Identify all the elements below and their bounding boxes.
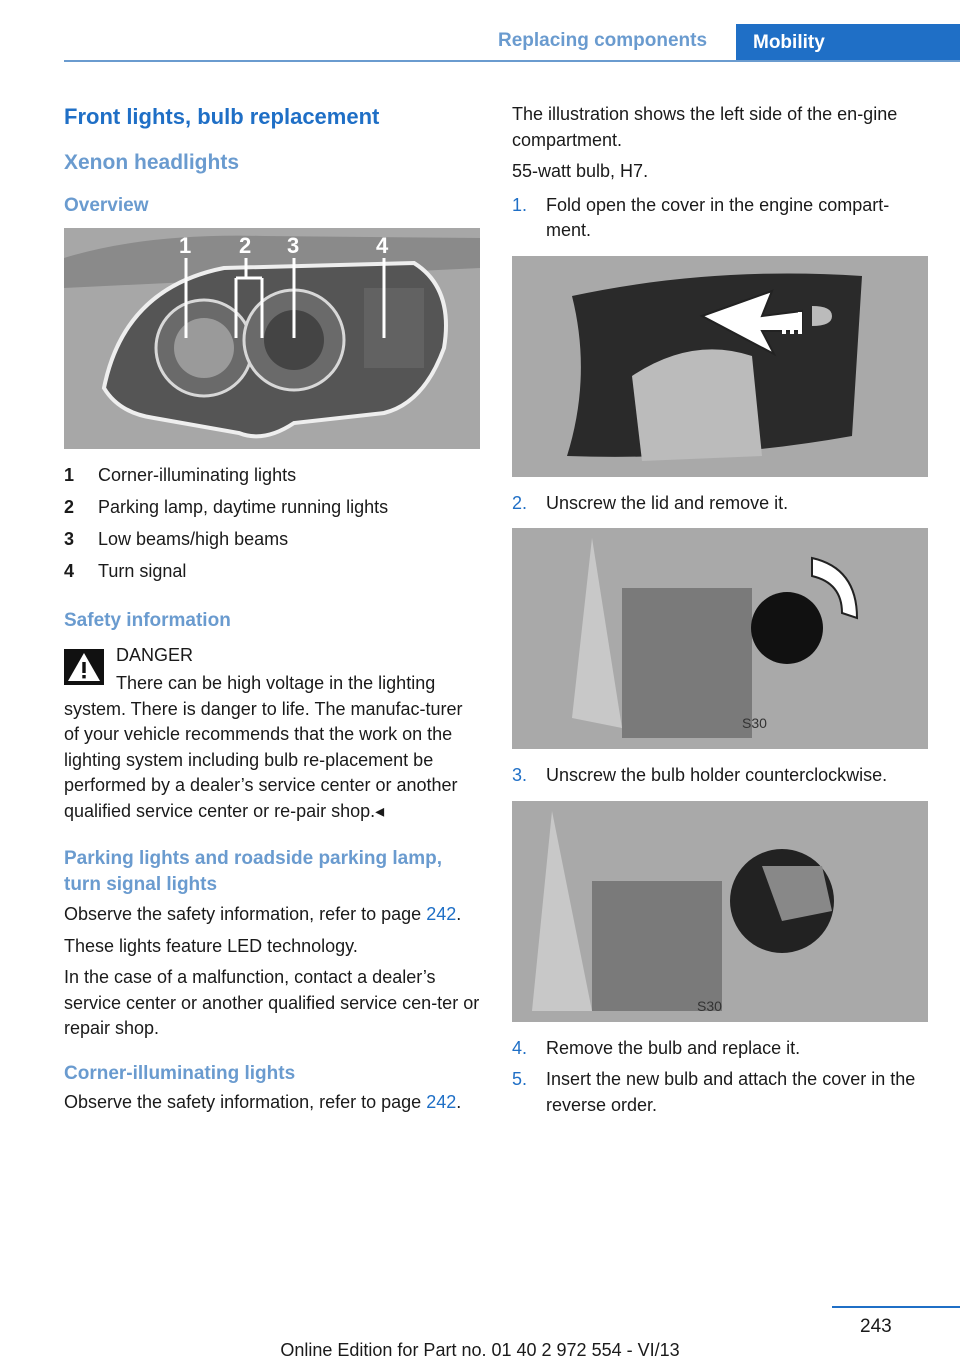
step-item: 1. Fold open the cover in the engine compart-ment. (512, 194, 890, 240)
led-text: These lights feature LED technology. (64, 935, 358, 956)
page-number: 243 (860, 1316, 892, 1337)
warning-triangle-icon (64, 649, 104, 685)
legend-item: 2 Parking lamp, daytime running lights (64, 497, 389, 517)
section-heading-xenon: Xenon headlights (64, 151, 240, 174)
figure-part-code: S30 (742, 715, 767, 731)
header-section-title: Replacing components (498, 30, 708, 51)
engine-cover-illustration (512, 256, 928, 477)
steps-list (512, 193, 928, 1119)
bulb-spec: 55-watt bulb, H7. (512, 161, 649, 181)
illustration-intro: The illustration shows the left side of the en-gine compartment. (512, 104, 898, 150)
danger-text: There can be high voltage in the lighting system. There is danger to life. The manufac-turer of your vehicle recommends that the work on the lighting system including bulb re-placement be performed by a dealer’s service center or another qualified service center or re-pair shop.◂ (64, 673, 463, 821)
header-rule (64, 60, 960, 62)
corner-lights-heading: Corner-illuminating lights (64, 1062, 296, 1084)
figure-label-2: 2 (239, 233, 252, 258)
legend-list (64, 459, 480, 587)
headlight-illustration (64, 228, 480, 449)
legend-item: 3 Low beams/high beams (64, 529, 289, 549)
header-chapter-tab: Mobility (736, 24, 960, 62)
page-link-242[interactable]: 242 (426, 1091, 457, 1112)
page-link-242[interactable]: 242 (426, 904, 457, 924)
figure-label-1: 1 (179, 233, 192, 258)
step-item: 3. Unscrew the bulb holder counterclockwise. (512, 765, 888, 785)
step-item: 4. Remove the bulb and replace it. (512, 1037, 801, 1058)
step-item: 2. Unscrew the lid and remove it. (512, 492, 789, 513)
left-column (64, 100, 480, 1121)
danger-title: DANGER (116, 645, 194, 665)
figure-part-code: S30 (697, 997, 722, 1014)
legend-item: 4 Turn signal (64, 561, 187, 581)
parking-safety-reference: Observe the safety information, refer to page 242. (64, 904, 462, 924)
danger-notice (64, 639, 480, 824)
malfunction-text: In the case of a malfunction, contact a dealer’s service center or another qualified service cen-ter or repair shop. (64, 967, 480, 1038)
page-title: Front lights, bulb replacement (64, 104, 380, 129)
corner-safety-reference: Observe the safety information, refer to page 242. (64, 1091, 462, 1112)
edition-footer: Online Edition for Part no. 01 40 2 972 554 - VI/13 (280, 1340, 680, 1360)
right-column (512, 100, 928, 1118)
step-item: 5. Insert the new bulb and attach the cover in the reverse order. (512, 1069, 916, 1115)
safety-heading: Safety information (64, 610, 231, 631)
legend-item: 1 Corner-illuminating lights (64, 465, 297, 485)
parking-lights-heading: Parking lights and roadside parking lamp, turn signal lights (64, 848, 442, 895)
figure-label-4: 4 (376, 233, 389, 258)
footer-rule (832, 1306, 960, 1308)
lid-removal-illustration (512, 528, 928, 749)
figure-label-3: 3 (287, 233, 300, 258)
bulb-holder-illustration (512, 801, 928, 1022)
overview-heading: Overview (64, 195, 149, 216)
